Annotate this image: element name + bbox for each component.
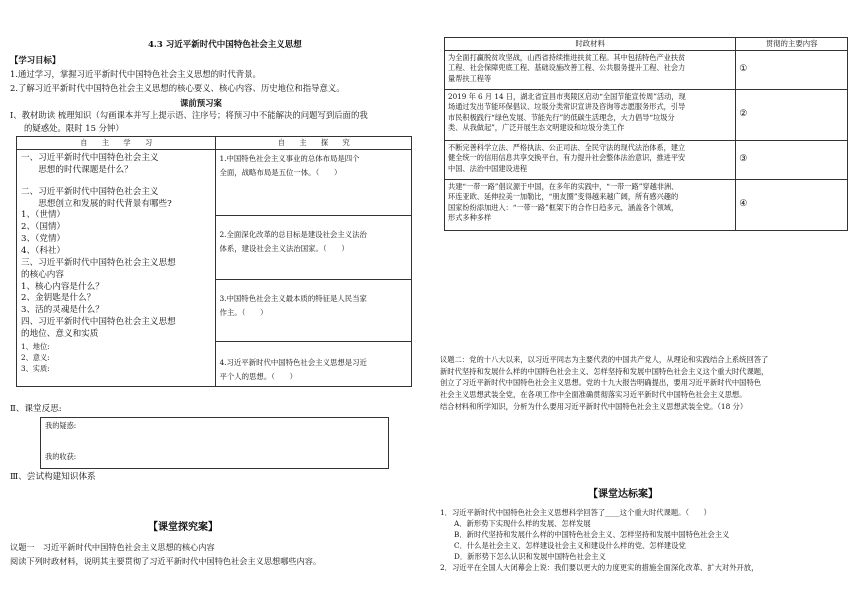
material-line: 环连亚欧、延伸拉美一加勒比，“朋友圈”变得越来越广阔，所有感兴趣的 <box>448 192 679 202</box>
material-row <box>445 180 848 231</box>
q1-option[interactable]: B．新时代坚持和发展什么样的中国特色社会主义、怎样坚持和发展中国特色社会主义 <box>454 529 730 539</box>
material-line: 共建“一带一路”倡议源于中国，在多年的实践中，“一带一路”穿越非洲、 <box>448 182 679 191</box>
material-line: 场通过发出节能环保倡议、垃圾分类常识宣讲及咨询等志愿服务形式，引导 <box>448 102 686 112</box>
material-cell <box>445 90 736 141</box>
content-mark: ④ <box>736 180 848 231</box>
material-line: 为全面打赢脱贫攻坚战，山西省持续推进扶贫工程。其中包括特色产业扶贫 <box>448 53 686 62</box>
page-title: 4.3 习近平新时代中国特色社会主义思想 <box>148 40 302 50</box>
material-line: 市民积极践行“绿色发展、节能先行”的低碳生活理念，大力倡导“垃圾分 <box>448 112 675 122</box>
topic-2-line: 结合材料和所学知识，分析为什么要用习近平新时代中国特色社会主义思想武装全党。（18 分） <box>440 401 748 411</box>
content-mark: ① <box>736 51 848 90</box>
class-standard-title: 【课堂达标案】 <box>588 489 658 500</box>
topic-2-line: 新时代坚持和发展什么样的中国特色社会主义、怎样坚持和发展中国特色社会主义这个重大时代课题， <box>440 366 769 376</box>
topic-2-line: 社会主义思想武装全党，在各项工作中全面准确贯彻落实习近平新时代中国特色社会主义思想。 <box>440 390 747 400</box>
material-row <box>445 141 848 180</box>
study-spacer <box>21 177 211 187</box>
topic-1: 议题一 习近平新时代中国特色社会主义思想的核心内容 <box>10 542 215 552</box>
material-cell <box>445 51 736 90</box>
material-line: 中国、法治中国建设进程 <box>448 163 528 173</box>
explore-cell-3 <box>216 280 412 342</box>
material-table <box>444 37 848 231</box>
material-line: 国家纷纷添加进入：“一带一路”框架下的合作日趋多元，涵盖各个领域， <box>448 202 679 212</box>
study-small-line: 2、意义: <box>21 353 50 363</box>
topic-2 <box>440 354 852 412</box>
content-mark: ② <box>736 90 848 141</box>
header-self-explore: 自 主 探 究 <box>216 137 412 150</box>
gain-label: 我的收获: <box>45 452 77 461</box>
question-1: 1．习近平新时代中国特色社会主义思想科学回答了____这个重大时代课题。（ ） <box>440 508 711 517</box>
study-line: 一、习近平新时代中国特色社会主义 <box>21 153 159 163</box>
content-mark: ③ <box>736 141 848 180</box>
explore-line: 2.全面深化改革的总目标是建设社会主义法治 <box>219 230 367 239</box>
goal-1: 1.通过学习，掌握习近平新时代中国特色社会主义思想的时代背景。 <box>10 69 261 79</box>
section-1-line-2: 的疑惑处。限时 15 分钟） <box>24 123 124 133</box>
study-line: 4、（科社） <box>21 246 66 257</box>
study-line: 二、习近平新时代中国特色社会主义 <box>21 186 159 197</box>
study-small-line: 3、实质: <box>21 364 50 374</box>
section-3: Ⅲ、尝试构建知识体系 <box>10 472 96 482</box>
reflection-box[interactable] <box>40 417 389 469</box>
material-line: 不断完善科学立法、严格执法、公正司法、全民守法的现代法治体系，建立 <box>448 143 686 152</box>
explore-cell-1 <box>216 150 412 216</box>
q1-option[interactable]: A．新形势下实现什么样的发展、怎样发展 <box>454 518 591 528</box>
doubt-label: 我的疑惑: <box>45 421 77 430</box>
study-line: 1、（世情） <box>21 210 66 221</box>
material-line: 形式多种多样 <box>448 213 492 223</box>
explore-line: 3.中国特色社会主义最本质的特征是人民当家 <box>219 294 367 303</box>
preview-title: 课前预习案 <box>180 98 222 108</box>
explore-line: 作主。（ ） <box>219 308 268 318</box>
material-cell <box>445 141 736 180</box>
explore-line: 体系，建设社会主义法治国家。（ ） <box>219 244 349 254</box>
study-line: 的核心内容 <box>21 269 64 280</box>
material-line: 健全统一的信用信息共享交换平台，有力提升社会整体法治意识，推进平安 <box>448 153 686 163</box>
topic-1-desc: 阅读下列时政材料，说明其主要贯彻了习近平新时代中国特色社会主义思想哪些内容。 <box>10 556 322 566</box>
material-row <box>445 90 848 141</box>
explore-cell-2 <box>216 216 412 280</box>
preview-table <box>16 136 412 387</box>
self-study-cell <box>17 150 216 387</box>
material-row <box>445 51 848 90</box>
study-small-line: 1、地位: <box>21 341 50 351</box>
material-line: 量帮扶工程等 <box>448 73 492 83</box>
study-line: 的地位、意义和实质 <box>21 329 99 340</box>
section-2: Ⅱ、课堂反思: <box>10 404 62 414</box>
section-1-line-1: Ⅰ、教材助读 梳理知识（勾画课本并写上提示语、注序号；将预习中不能解决的问题写到后面的我 <box>10 110 368 120</box>
study-line: 3、（党情） <box>21 234 66 245</box>
material-line: 2019 年 6 月 14 日，湖北省宜昌市夷陵区启动“全国节能宣传周”活动，现 <box>448 92 686 101</box>
goals-heading: 【学习目标】 <box>10 55 61 65</box>
study-line: 2、金钥匙是什么？ <box>21 293 96 304</box>
quiz <box>440 508 852 574</box>
q1-option[interactable]: C．什么是社会主义、怎样建设社会主义和建设什么样的党、怎样建设党 <box>454 540 686 550</box>
topic-2-line: 议题二：党的十八大以来，以习近平同志为主要代表的中国共产党人，从理论和实践结合上系统回答了 <box>440 355 769 364</box>
explore-cell-4 <box>216 342 412 387</box>
explore-line: 4.习近平新时代中国特色社会主义思想是习近 <box>219 358 367 367</box>
explore-line: 平个人的思想。（ ） <box>219 372 298 382</box>
material-line: 类、从我做起”，广泛开展生态文明建设和垃圾分类工作 <box>448 123 625 133</box>
topic-2-line: 创立了习近平新时代中国特色社会主义思想。党的十九大报告明确提出，要用习近平新时代中国特色 <box>440 378 762 388</box>
material-line: 工程、社会保障兜底工程、基础设施改善工程、公共服务提升工程、社会力 <box>448 63 686 73</box>
study-line: 四、习近平新时代中国特色社会主义思想 <box>21 317 176 328</box>
header-material: 时政材料 <box>445 38 736 51</box>
study-line: 2、（国情） <box>21 222 66 233</box>
study-line: 思想的时代课题是什么？ <box>21 164 133 175</box>
study-line: 三、习近平新时代中国特色社会主义思想 <box>21 257 176 268</box>
study-line: 1、核心内容是什么？ <box>21 281 104 292</box>
study-line: 3、活的灵魂是什么？ <box>21 305 104 316</box>
header-self-study: 自 主 学 习 <box>17 137 216 150</box>
question-2: 2．习近平在全国人大闭幕会上说：我们要以更大的力度更实的措施全面深化改革、扩大对外开放， <box>440 562 759 572</box>
header-content: 贯彻的主要内容 <box>736 38 848 51</box>
explore-line: 全面，战略布局是五位一体。（ ） <box>219 168 342 178</box>
goal-2: 2.了解习近平新时代中国特色社会主义思想的核心要义、核心内容、历史地位和指导意义。 <box>10 83 345 93</box>
explore-line: 1.中国特色社会主义事业的总体布局是四个 <box>219 154 360 163</box>
class-explore-title: 【课堂探究案】 <box>148 522 218 533</box>
q1-option[interactable]: D．新形势下怎么认识和发展中国特色社会主义 <box>454 551 606 561</box>
material-cell <box>445 180 736 231</box>
study-line: 思想创立和发展的时代背景有哪些? <box>21 198 172 209</box>
